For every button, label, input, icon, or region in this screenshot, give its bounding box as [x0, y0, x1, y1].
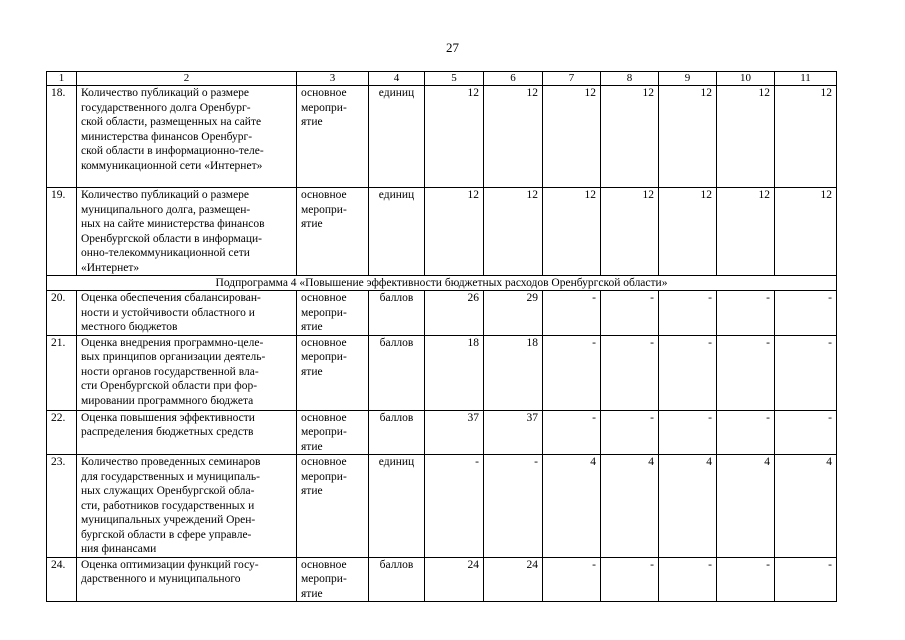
value-cell-col-11: 12 — [775, 188, 837, 276]
value-cell-col-8: - — [601, 291, 659, 336]
page-number: 27 — [446, 40, 459, 55]
column-header-7: 7 — [543, 72, 601, 86]
table-row — [47, 188, 837, 276]
indicator-name: Оценка обеспечения сбалансирован- ности и устойчивости областного и местного бюджетов — [77, 291, 297, 336]
unit-cell: баллов — [369, 410, 425, 455]
column-header-1: 1 — [47, 72, 77, 86]
value-cell-col-5: 24 — [425, 557, 484, 602]
subprogram-row — [47, 276, 837, 291]
value-cell-col-9: 12 — [659, 188, 717, 276]
unit-cell: баллов — [369, 291, 425, 336]
value-cell-col-6: 29 — [484, 291, 543, 336]
value-cell-col-9: - — [659, 557, 717, 602]
indicator-name: Количество проведенных семинаров для государственных и муниципаль- ных служащих Оренбургской обла- сти, работников государственных и муниципальных учреждений Орен- бургской области в сфере управле- ния финансами — [77, 455, 297, 558]
value-cell-col-11: - — [775, 557, 837, 602]
value-cell-col-10: - — [717, 335, 775, 410]
column-header-2: 2 — [77, 72, 297, 86]
value-cell-col-6: - — [484, 455, 543, 558]
value-cell-col-7: 4 — [543, 455, 601, 558]
header-row — [47, 72, 837, 86]
value-cell-col-5: 12 — [425, 188, 484, 276]
row-number: 20. — [47, 291, 77, 336]
table-row — [47, 291, 837, 336]
value-cell-col-6: 24 — [484, 557, 543, 602]
value-cell-col-6: 12 — [484, 86, 543, 188]
table-row — [47, 455, 837, 558]
indicators-table — [46, 71, 837, 602]
value-cell-col-9: - — [659, 291, 717, 336]
value-cell-col-10: - — [717, 291, 775, 336]
value-cell-col-8: - — [601, 557, 659, 602]
value-cell-col-7: - — [543, 291, 601, 336]
indicator-type: основное меропри- ятие — [297, 86, 369, 188]
indicator-type: основное меропри- ятие — [297, 188, 369, 276]
value-cell-col-6: 37 — [484, 410, 543, 455]
indicator-type: основное меропри- ятие — [297, 557, 369, 602]
value-cell-col-7: - — [543, 410, 601, 455]
value-cell-col-9: - — [659, 335, 717, 410]
row-number: 23. — [47, 455, 77, 558]
value-cell-col-7: 12 — [543, 188, 601, 276]
value-cell-col-10: 12 — [717, 86, 775, 188]
value-cell-col-8: 12 — [601, 188, 659, 276]
value-cell-col-7: - — [543, 557, 601, 602]
value-cell-col-6: 12 — [484, 188, 543, 276]
value-cell-col-10: - — [717, 410, 775, 455]
table-row — [47, 557, 837, 602]
value-cell-col-11: 4 — [775, 455, 837, 558]
value-cell-col-8: - — [601, 335, 659, 410]
row-number: 24. — [47, 557, 77, 602]
value-cell-col-9: - — [659, 410, 717, 455]
indicator-name: Оценка оптимизации функций госу- дарственного и муниципального — [77, 557, 297, 602]
value-cell-col-7: 12 — [543, 86, 601, 188]
value-cell-col-11: - — [775, 335, 837, 410]
row-number: 19. — [47, 188, 77, 276]
column-header-9: 9 — [659, 72, 717, 86]
column-header-10: 10 — [717, 72, 775, 86]
indicator-name: Количество публикаций о размере государственного долга Оренбург- ской области, размещенных на сайте министерства финансов Оренбург- ской области в информационно-теле- коммуникационной сети «Интернет» — [77, 86, 297, 188]
indicator-name: Количество публикаций о размере муниципального долга, размещен- ных на сайте министерства финансов Оренбургской области в информаци- онно-телекоммуникационной сети «Интернет» — [77, 188, 297, 276]
column-header-6: 6 — [484, 72, 543, 86]
subprogram-title: Подпрограмма 4 «Повышение эффективности бюджетных расходов Оренбургской области» — [47, 276, 837, 291]
value-cell-col-10: - — [717, 557, 775, 602]
value-cell-col-11: 12 — [775, 86, 837, 188]
indicator-type: основное меропри- ятие — [297, 455, 369, 558]
value-cell-col-11: - — [775, 291, 837, 336]
value-cell-col-5: 26 — [425, 291, 484, 336]
value-cell-col-5: 12 — [425, 86, 484, 188]
value-cell-col-8: 4 — [601, 455, 659, 558]
value-cell-col-8: - — [601, 410, 659, 455]
indicator-type: основное меропри- ятие — [297, 410, 369, 455]
value-cell-col-8: 12 — [601, 86, 659, 188]
value-cell-col-11: - — [775, 410, 837, 455]
value-cell-col-5: - — [425, 455, 484, 558]
row-number: 22. — [47, 410, 77, 455]
table-row — [47, 86, 837, 188]
column-header-11: 11 — [775, 72, 837, 86]
indicator-type: основное меропри- ятие — [297, 291, 369, 336]
table-row — [47, 410, 837, 455]
value-cell-col-9: 4 — [659, 455, 717, 558]
column-header-4: 4 — [369, 72, 425, 86]
column-header-3: 3 — [297, 72, 369, 86]
indicator-type: основное меропри- ятие — [297, 335, 369, 410]
unit-cell: единиц — [369, 455, 425, 558]
indicator-name: Оценка внедрения программно-целе- вых принципов организации деятель- ности органов государственной вла- сти Оренбургской области при фор- мировании программного бюджета — [77, 335, 297, 410]
value-cell-col-9: 12 — [659, 86, 717, 188]
value-cell-col-5: 37 — [425, 410, 484, 455]
row-number: 18. — [47, 86, 77, 188]
value-cell-col-7: - — [543, 335, 601, 410]
value-cell-col-6: 18 — [484, 335, 543, 410]
value-cell-col-5: 18 — [425, 335, 484, 410]
unit-cell: единиц — [369, 86, 425, 188]
value-cell-col-10: 12 — [717, 188, 775, 276]
value-cell-col-10: 4 — [717, 455, 775, 558]
unit-cell: единиц — [369, 188, 425, 276]
table-row — [47, 335, 837, 410]
unit-cell: баллов — [369, 335, 425, 410]
column-header-8: 8 — [601, 72, 659, 86]
indicator-name: Оценка повышения эффективности распределения бюджетных средств — [77, 410, 297, 455]
row-number: 21. — [47, 335, 77, 410]
unit-cell: баллов — [369, 557, 425, 602]
column-header-5: 5 — [425, 72, 484, 86]
